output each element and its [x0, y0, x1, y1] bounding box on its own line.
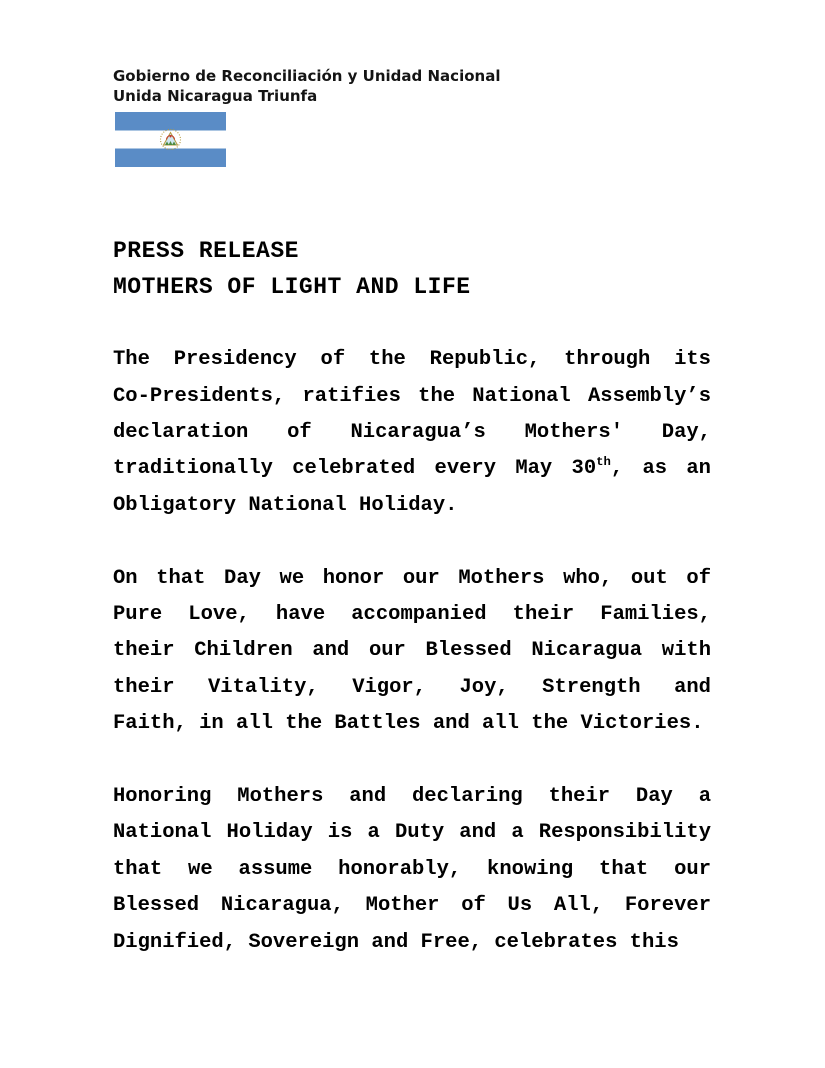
letterhead-line-2: Unida Nicaragua Triunfa	[113, 87, 318, 105]
letterhead	[113, 66, 500, 106]
paragraph-line: On that Day we honor our Mothers who, out of	[113, 566, 711, 590]
paragraph-line: their Children and our Blessed Nicaragua with	[113, 639, 711, 663]
paragraph-line: that we assume honorably, knowing that our	[113, 857, 711, 881]
paragraph-line: Blessed Nicaragua, Mother of Us All, Forever	[113, 894, 711, 918]
document-body	[113, 233, 711, 961]
paragraph-line: traditionally celebrated every May 30th, as an	[113, 455, 711, 481]
paragraph	[113, 779, 711, 961]
paragraphs	[113, 342, 711, 961]
paragraph-line: Pure Love, have accompanied their Families,	[113, 603, 711, 627]
paragraph-line: Dignified, Sovereign and Free, celebrates this	[113, 930, 679, 954]
paragraph	[113, 342, 711, 524]
letterhead-line-1: Gobierno de Reconciliación y Unidad Nacional	[113, 67, 501, 85]
paragraph-line: Honoring Mothers and declaring their Day a	[113, 785, 711, 809]
flag-stripe-bottom	[115, 149, 226, 168]
paragraph-line: National Holiday is a Duty and a Responsibility	[113, 821, 711, 845]
paragraph	[113, 561, 711, 743]
flag-stripe-top	[115, 112, 226, 131]
paragraph-line: The Presidency of the Republic, through its	[113, 348, 711, 372]
document-title	[113, 233, 711, 306]
title-line-press-release: PRESS RELEASE	[113, 238, 299, 264]
title-line-subject: MOTHERS OF LIGHT AND LIFE	[113, 274, 471, 301]
paragraph-line: declaration of Nicaragua’s Mothers' Day,	[113, 421, 711, 445]
paragraph-line: Obligatory National Holiday.	[113, 493, 458, 517]
paragraph-line: Co-Presidents, ratifies the National Assembly’s	[113, 384, 711, 408]
nicaragua-flag-icon	[115, 112, 226, 167]
paragraph-line: Faith, in all the Battles and all the Victories.	[113, 712, 704, 736]
paragraph-line: their Vitality, Vigor, Joy, Strength and	[113, 675, 711, 699]
